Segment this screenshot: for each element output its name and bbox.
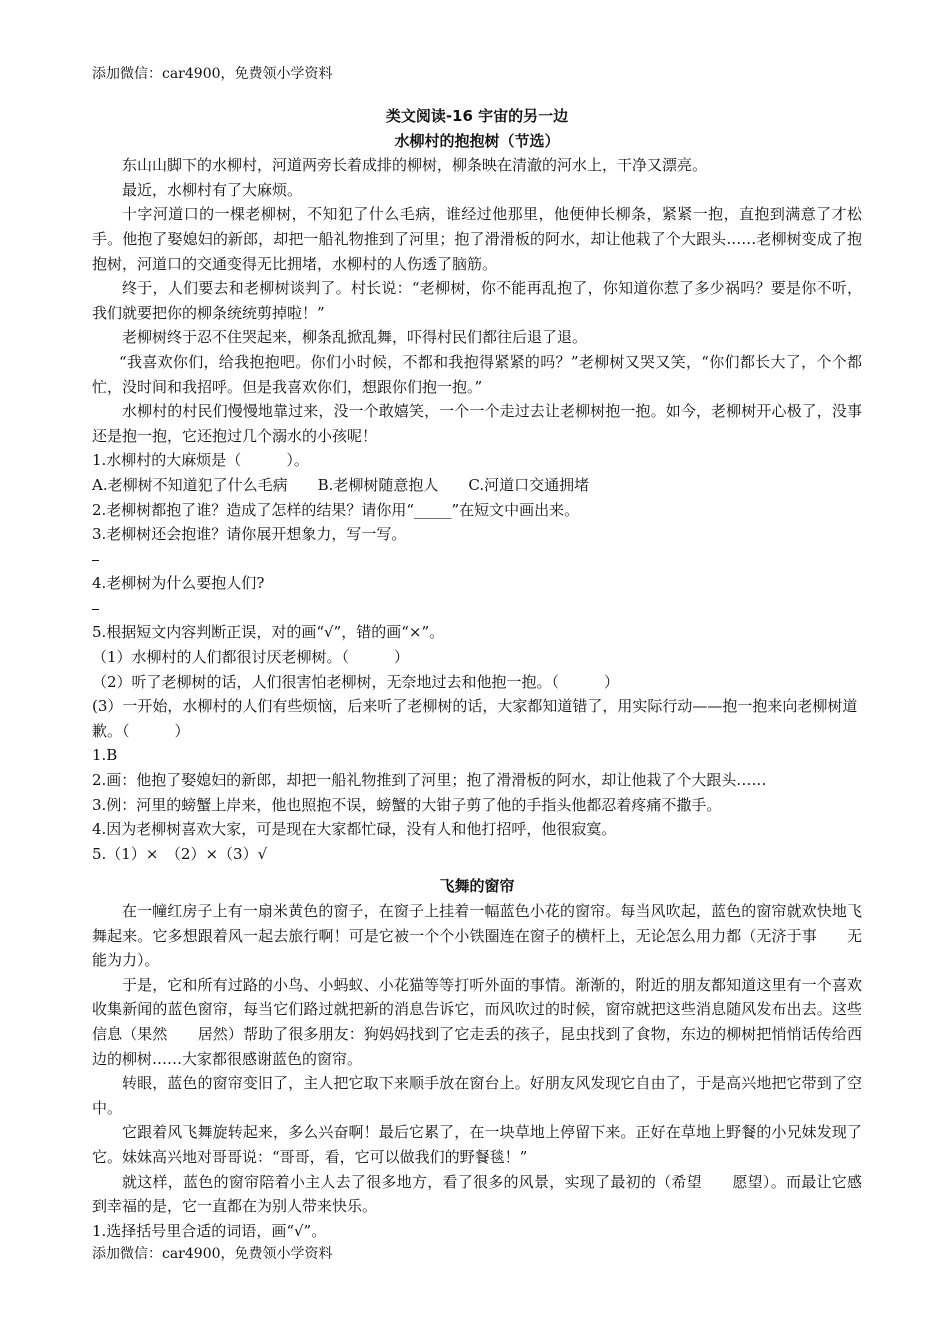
passage-paragraph: 最近，水柳村有了大麻烦。 <box>122 180 303 199</box>
question-5-item: （2）听了老柳树的话，人们很害怕老柳树，无奈地过去和他抱一抱。（ ） <box>92 672 620 691</box>
passage-title: 水柳村的抱抱树（节选） <box>394 131 560 150</box>
question-4: 4.老柳树为什么要抱人们? <box>92 574 265 593</box>
answer-line <box>92 547 862 572</box>
footer-note: 添加微信：car4900，免费领小学资料 <box>92 1246 333 1262</box>
answer-item: 1.B <box>92 746 118 765</box>
passage-paragraph: 东山山脚下的水柳村，河道两旁长着成排的柳树，柳条映在清澈的河水上，干净又漂亮。 <box>122 156 708 175</box>
passage-paragraph: 十字河道口的一棵老柳树，不知犯了什么毛病，谁经过他那里，他便伸长柳条，紧紧一抱，直抱到满意了才松手。他抱了娶媳妇的新郎，却把一船礼物推到了河里；抱了滑滑板的阿水，却让他栽了个大跟头……老柳树变成了抱抱树，河道口的交通变得无比拥堵，水柳村的人伤透了脑筋。 <box>92 205 862 273</box>
passage-2-paragraph: 在一幢红房子上有一扇米黄色的窗子，在窗子上挂着一幅蓝色小花的窗帘。每当风吹起，蓝色的窗帘就欢快地飞舞起来。它多想跟着风一起去旅行啊！可是它被一个个小铁圈连在窗子的横杆上，无论怎么用力都（无济于事 无能为力）。 <box>92 902 862 970</box>
passage-2-paragraph: 它跟着风飞舞旋转起来，多么兴奋啊！最后它累了，在一块草地上停留下来。正好在草地上野餐的小兄妹发现了它。妹妹高兴地对哥哥说：“哥哥，看，它可以做我们的野餐毯！” <box>92 1123 862 1166</box>
passage-paragraph: 老柳树终于忍不住哭起来，柳条乱掀乱舞，吓得村民们都往后退了退。 <box>122 328 588 347</box>
question-3: 3.老柳树还会抱谁？请你展开想象力，写一写。 <box>92 525 407 544</box>
passage-paragraph: 终于，人们要去和老柳树谈判了。村长说：“老柳树，你不能再乱抱了，你知道你惹了多少祸吗？要是你不听，我们就要把你的柳条统统剪掉啦！” <box>92 279 862 322</box>
question-2: 2.老柳树都抱了谁？造成了怎样的结果？请你用“_____”在短文中画出来。 <box>92 500 580 519</box>
passage-2-title: 飞舞的窗帘 <box>439 877 515 896</box>
passage-2-paragraph: 于是，它和所有过路的小鸟、小蚂蚁、小花猫等等打听外面的事情。渐渐的，附近的朋友都知道这里有一个喜欢收集新闻的蓝色窗帘，每当它们路过就把新的消息告诉它，而风吹过的时候，窗帘就把这些消息随风发布出去。这些信息（果然 居然）帮助了很多朋友：狗妈妈找到了它走丢的孩子，昆虫找到了食物，东边的柳树把悄悄话传给西边的柳树……大家都很感谢蓝色的窗帘。 <box>92 975 862 1068</box>
passage-2-paragraph: 转眼，蓝色的窗帘变旧了，主人把它取下来顺手放在窗台上。好朋友风发现它自由了，于是高兴地把它带到了空中。 <box>92 1074 862 1117</box>
question-5-item: (3）一开始，水柳村的人们有些烦恼，后来听了老柳树的话，大家都知道错了，用实际行动——抱一抱来向老柳树道歉。（ ） <box>92 697 858 740</box>
answer-item: 4.因为老柳树喜欢大家，可是现在大家都忙碌，没有人和他打招呼，他很寂寞。 <box>92 820 617 839</box>
answer-item: 2.画：他抱了娶媳妇的新郎，却把一船礼物推到了河里；抱了滑滑板的阿水，却让他栽了个大跟头…… <box>92 771 767 790</box>
question-5-item: （1）水柳村的人们都很讨厌老柳树。（ ） <box>92 648 410 667</box>
answer-line <box>92 596 862 621</box>
passage-paragraph: 水柳村的村民们慢慢地靠过来，没一个敢嬉笑，一个一个走过去让老柳树抱一抱。如今，老柳树开心极了，没事还是抱一抱，它还抱过几个溺水的小孩呢！ <box>92 402 862 445</box>
answer-item: 5.（1）× （2）×（3）√ <box>92 844 268 863</box>
question-5: 5.根据短文内容判断正误，对的画“√”，错的画“×”。 <box>92 623 445 642</box>
answer-item: 3.例：河里的螃蟹上岸来，他也照抱不误，螃蟹的大钳子剪了他的手指头他都忍着疼痛不撒手。 <box>92 795 722 814</box>
passage-paragraph: “我喜欢你们，给我抱抱吧。你们小时候，不都和我抱得紧紧的吗？”老柳树又哭又笑，“你们都长大了，个个都忙，没时间和我招呼。但是我喜欢你们，想跟你们抱一抱。” <box>92 352 862 396</box>
document-body <box>92 104 862 1243</box>
passage-2-question-1: 1.选择括号里合适的词语，画“√”。 <box>92 1221 327 1240</box>
question-1-options: A.老柳树不知道犯了什么毛病 B.老柳树随意抱人 C.河道口交通拥堵 <box>92 475 590 494</box>
question-1: 1.水柳村的大麻烦是（ ）。 <box>92 451 309 470</box>
main-title: 类文阅读-16 宇宙的另一边 <box>385 107 569 125</box>
header-note: 添加微信：car4900，免费领小学资料 <box>92 66 333 82</box>
passage-2-paragraph: 就这样，蓝色的窗帘陪着小主人去了很多地方，看了很多的风景，实现了最初的（希望 愿望）。而最让它感到幸福的是，它一直都在为别人带来快乐。 <box>92 1172 862 1216</box>
